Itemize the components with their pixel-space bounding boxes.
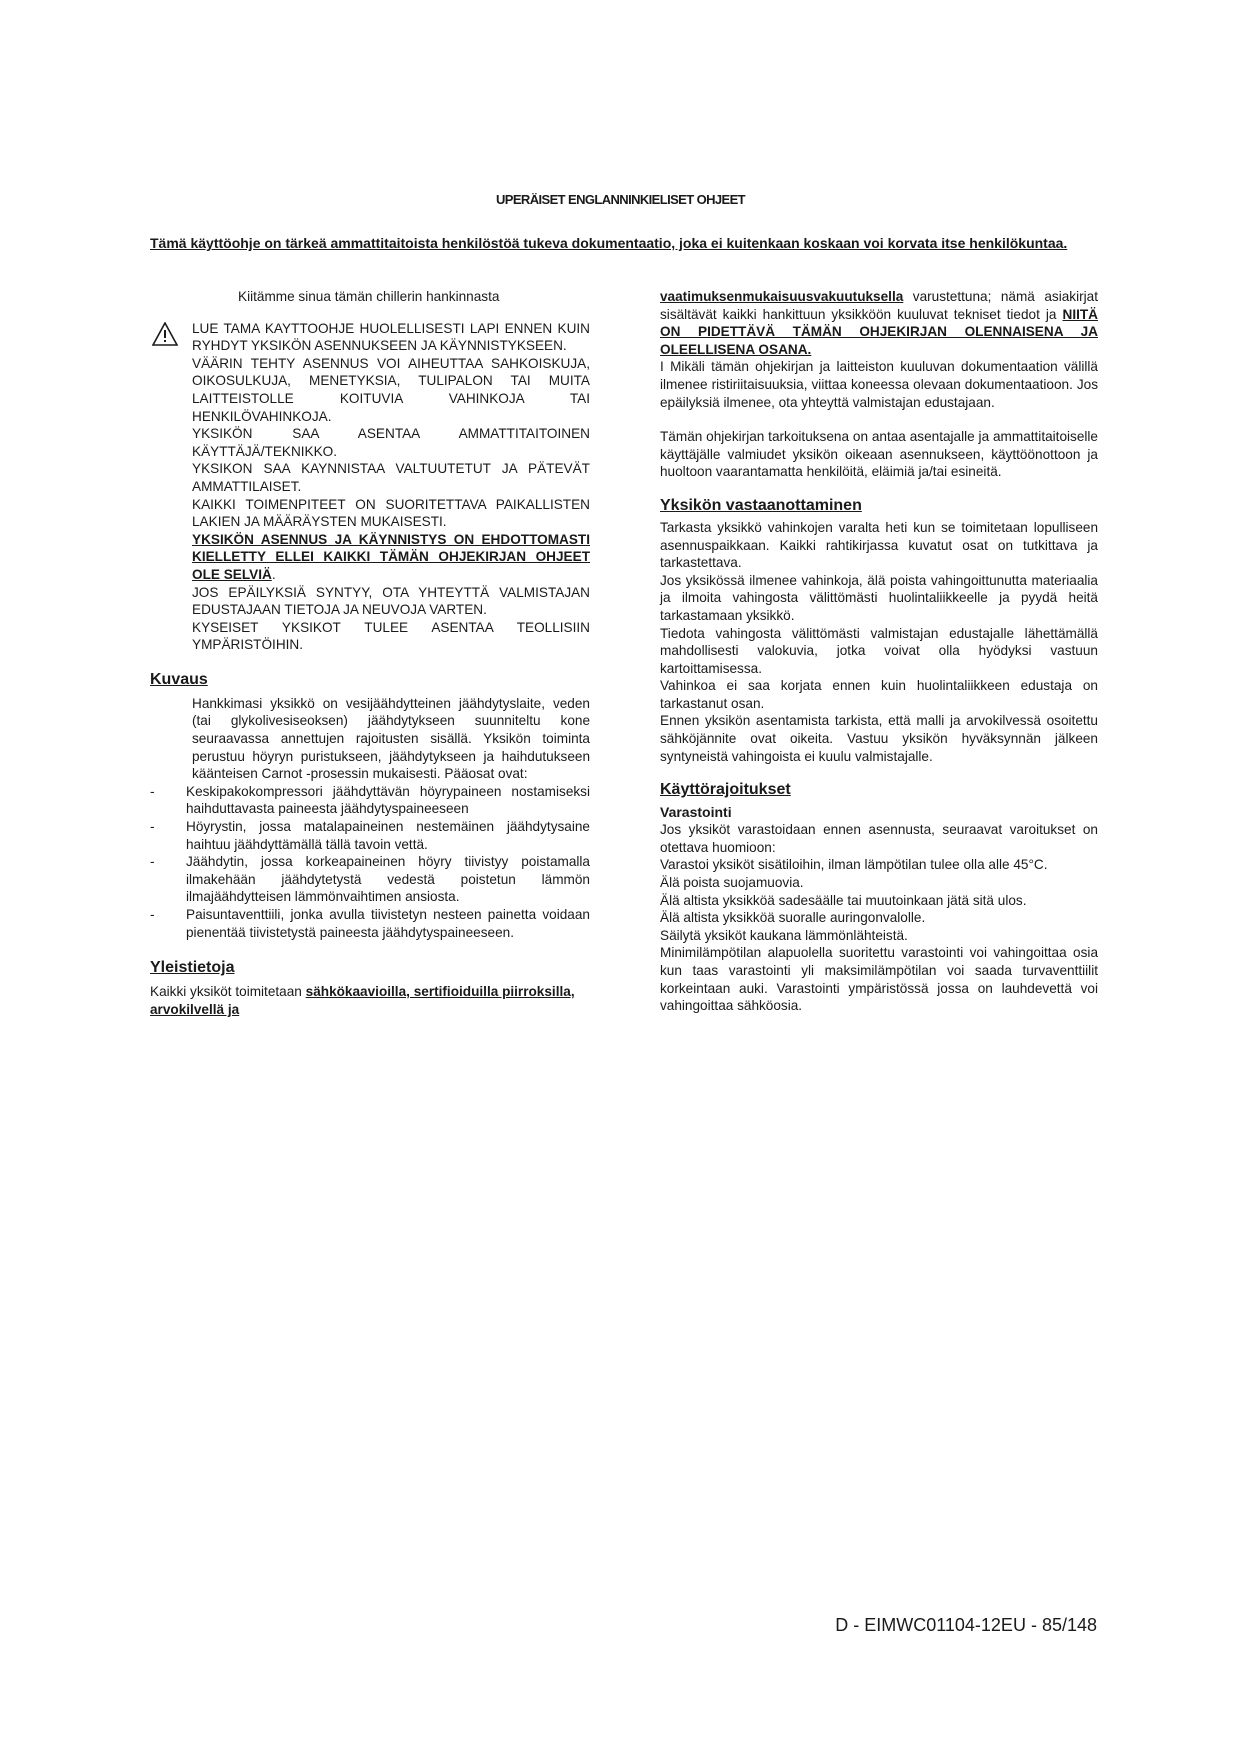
warning-bold: [192, 531, 590, 584]
warning-4: YKSIKON SAA KAYNNISTAA VALTUUTETUT JA PÄTEVÄT AMMATTILAISET.: [192, 461, 590, 494]
docs-continuation: [660, 288, 1098, 358]
list-item: - Paisuntaventtiili, jonka avulla tiivistetyn nesteen painetta voidaan pienentää tiivistetystä paineesta jäähdytyspaineeseen.: [150, 906, 590, 941]
yleistietoja-text-start: Kaikki yksiköt toimitetaan: [150, 984, 306, 1000]
receipt-paragraph: Ennen yksikön asentamista tarkista, että malli ja arvokilvessä osoitettu sähköjännite ovat oikeita. Vastuu yksikön hyväksynnän jälkeen syntyneistä vahingoista ei kuulu valmistajalle.: [660, 713, 1098, 764]
limits-heading: Käyttörajoitukset: [660, 781, 791, 799]
storage-paragraph: Minimilämpötilan alapuolella suoritettu varastointi voi vahingoittaa osia kun taas varastointi yli maksimilämpötilan voi saada turvaventtiilit korkeintaan auki. Varastointi ympäristössä jossa on lauhdevettä voi vahingoittaa sähköosia.: [660, 945, 1098, 1014]
intro-statement: Tämä käyttöohje on tärkeä ammattitaitoista henkilöstöä tukeva dokumentaatio, joka ei kuitenkaan koskaan voi korvata itse henkilökuntaa.: [150, 235, 1068, 251]
yleistietoja-docs: sähkökaavioilla, sertifioiduilla piirroksilla, arvokilvellä ja: [150, 984, 575, 1017]
warning-triangle-icon: [152, 322, 178, 346]
receipt-paragraph: Tarkasta yksikkö vahinkojen varalta heti kun se toimitetaan lopulliseen asennuspaikkaan. Kaikki rahtikirjassa kuvatut osat on tutkittava ja tarkastettava.: [660, 519, 1098, 571]
storage-paragraph: Jos yksiköt varastoidaan ennen asennusta, seuraavat varoitukset on otettava huomioon:: [660, 822, 1098, 855]
purpose-paragraph: Tämän ohjekirjan tarkoituksena on antaa asentajalle ja ammattitaitoiselle käyttäjälle valmiudet yksikön oikeaan asennukseen, käyttöönottoon ja huoltoon vaarantamatta henkilöitä, eläimiä ja/tai esineitä.: [660, 429, 1098, 480]
list-item: - Keskipakokompressori jäähdyttävän höyrypaineen nostamiseksi haihduttavasta paineesta jäähdytyspaineeseen: [150, 783, 590, 818]
kuvaus-text: Hankkimasi yksikkö on vesijäähdytteinen jäähdytyslaite, veden (tai glykolivesiseoksen) jäähdytykseen suunniteltu kone seuraavassa annettujen rajoitusten sisällä. Yksikön toiminta perustuu höyryn puristukseen, jäähdytykseen ja haihdutukseen käänteisen Carnot -prosessin mukaisesti. Pääosat ovat:: [192, 695, 590, 782]
warning-5: KAIKKI TOIMENPITEET ON SUORITETTAVA PAIKALLISTEN LAKIEN JA MÄÄRÄYSTEN MUKAISESTI.: [192, 496, 590, 530]
conflict-paragraph: I Mikäli tämän ohjekirjan ja laitteiston kuuluvan dokumentaation välillä ilmenee ristiriitaisuuksia, viittaa koneessa olevaan dokumentaatioon. Jos epäilyksiä ilmenee, ota yhteyttä valmistajan edustajaan.: [660, 359, 1098, 410]
yleistietoja-heading: Yleistietoja: [150, 959, 235, 977]
warning-3: YKSIKÖN SAA ASENTAA AMMATTITAITOINEN KÄYTTÄJÄ/TEKNIKKO.: [192, 426, 590, 459]
left-column: [150, 288, 590, 1018]
storage-heading: Varastointi: [660, 804, 732, 821]
docs-essential-part: NIITÄ ON PIDETTÄVÄ TÄMÄN OHJEKIRJAN OLENNAISENA JA OLEELLISENA OSANA.: [660, 306, 1098, 357]
list-item: - Höyrystin, jossa matalapaineinen nestemäinen jäähdytysaine haihtuu jäähdyttämällä tällä tavoin vettä.: [150, 818, 590, 853]
receipt-paragraph: Jos yksikössä ilmenee vahinkoja, älä poista vahingoittunutta materiaalia ja ilmoita vahingosta välittömästi huolintaliikkeelle ja pyydä heitä tarkastamaan yksikkö.: [660, 572, 1098, 623]
receipt-paragraph: Tiedota vahingosta välittömästi valmistajan edustajalle lähettämällä mahdollisesti valokuvia, jotka voivat olla hyödyksi vastuun kartoittamisessa.: [660, 625, 1098, 676]
components-list: [150, 783, 590, 941]
receipt-heading: Yksikön vastaanottaminen: [660, 496, 862, 514]
right-column: [660, 288, 1098, 1015]
storage-paragraph: Älä altista yksikköä suoralle auringonvalolle.: [660, 910, 926, 926]
warning-6: JOS EPÄILYKSIÄ SYNTYY, OTA YHTEYTTÄ VALMISTAJAN EDUSTAJAAN TIETOJA JA NEUVOJA VARTEN.: [192, 584, 590, 618]
warning-bold-end: .: [271, 566, 276, 582]
docs-text: varustettuna; nämä asiakirjat sisältävät kaikki hankittuun yksikköön kuuluvat tekniset tiedot ja: [660, 289, 1098, 322]
warning-bold-text: YKSIKÖN ASENNUS JA KÄYNNISTYS ON EHDOTTOMASTI KIELLETTY ELLEI KAIKKI TÄMÄN OHJEKIRJAN OHJEET OLE SELVIÄ: [192, 531, 590, 582]
storage-paragraph: Varastoi yksiköt sisätiloihin, ilman lämpötilan tulee olla alle 45°C.: [660, 857, 1048, 873]
page-title: UPERÄISET ENGLANNINKIELISET OHJEET: [495, 192, 746, 207]
yleistietoja-text: [150, 983, 590, 1018]
warning-7: KYSEISET YKSIKOT TULEE ASENTAA TEOLLISIIN YMPÄRISTÖIHIN.: [192, 619, 590, 653]
warning-1: LUE TAMA KAYTTOOHJE HUOLELLISESTI LAPI ENNEN KUIN RYHDYT YKSIKÖN ASENNUKSEEN JA KÄYNNISTYKSEEN.: [192, 320, 590, 354]
warning-block: [150, 320, 590, 654]
storage-paragraph: Älä poista suojamuovia.: [660, 875, 804, 891]
receipt-paragraph: Vahinkoa ei saa korjata ennen kuin huolintaliikkeen edustaja on tarkastanut osan.: [660, 678, 1098, 711]
warning-2: VÄÄRIN TEHTY ASENNUS VOI AIHEUTTAA SAHKOISKUJA, OIKOSULKUJA, MENETYKSIA, TULIPALON TAI MUITA LAITTEISTOLLE KOITUVIA VAHINKOJA TAI HENKILÖVAHINKOJA.: [192, 355, 590, 424]
storage-paragraph: Älä altista yksikköä sadesäälle tai muutoinkaan jätä sitä ulos.: [660, 892, 1027, 908]
kuvaus-heading: Kuvaus: [150, 670, 208, 688]
conformity-declaration: vaatimuksenmukaisuusvakuutuksella: [660, 289, 904, 304]
thanks-text: Kiitämme sinua tämän chillerin hankinnasta: [238, 289, 500, 304]
page-footer: D - EIMWC01104-12EU - 85/148: [835, 1615, 1097, 1635]
list-item: - Jäähdytin, jossa korkeapaineinen höyry tiivistyy poistamalla ilmakehään jäähdytetystä vedestä poistetun lämmön ilmajäähdytteisen lämmönvaihtimen ansiosta.: [150, 853, 590, 906]
storage-paragraph: Säilytä yksiköt kaukana lämmönlähteistä.: [660, 927, 908, 943]
